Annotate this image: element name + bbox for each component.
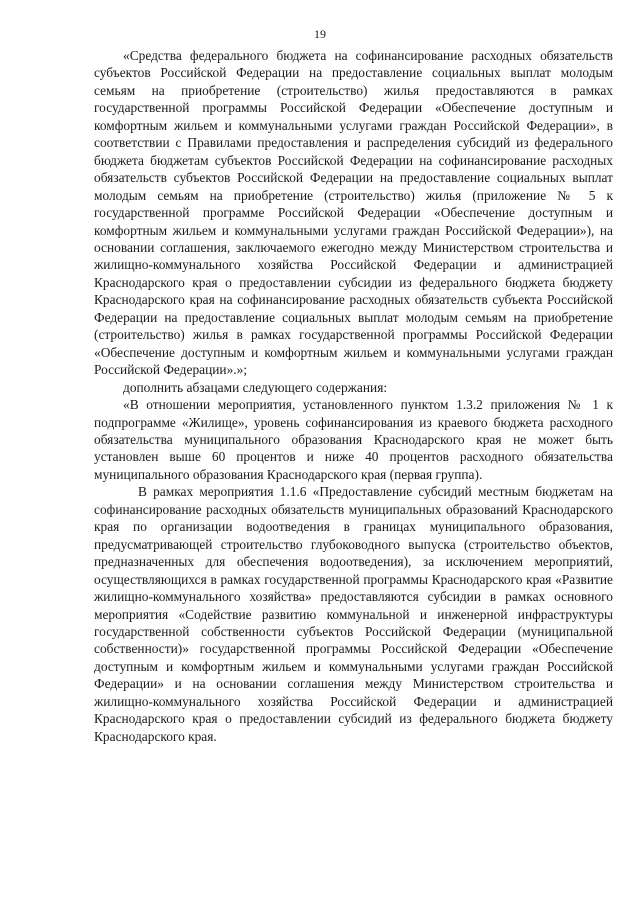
document-body — [94, 47, 613, 745]
paragraph-supplement-intro: дополнить абзацами следующего содержания: — [123, 379, 388, 395]
paragraph-federal-funds: «Средства федерального бюджета на софинансирование расходных обязательств субъектов Российской Федерации на предоставление социальных выплат молодым семьям на приобретение (строительство) жилья предоставляются в рамках государственной программы Российской Федерации «Обеспечение доступным и комфортным жильем и коммунальными услугами граждан Российской Федерации», в соответствии с Правилами предоставления и распределения субсидий из федерального бюджета бюджетам субъектов Российской Федерации на софинансирование расходных обязательств субъектов Российской Федерации на предоставление социальных выплат молодым семьям на приобретение (строительство) жилья (приложение № 5 к государственной программе Российской Федерации «Обеспечение доступным и комфортным жильем и коммунальными услугами граждан Российской Федерации»), на основании соглашения, заключаемого ежегодно между Министерством строительства и жилищно-коммунального хозяйства Российской Федерации и администрацией Краснодарского края о предоставлении субсидии из федерального бюджета бюджету Краснодарского края на софинансирование расходных обязательств субъекта Российской Федерации на предоставление социальных выплат молодым семьям на приобретение (строительство) жилья в рамках государственной программы Российской Федерации «Обеспечение доступным и комфортным жильем и коммунальными услугами граждан Российской Федерации».»; — [94, 48, 613, 378]
paragraph-cofinancing-level: «В отношении мероприятия, установленного пунктом 1.3.2 приложения № 1 к подпрограмме «Жилище», уровень софинансирования из краевого бюджета расходного обязательства муниципального образования Краснодарского края не может быть установлен выше 60 процентов и ниже 40 процентов расходного обязательства муниципального образования Краснодарского края (первая группа). — [94, 397, 613, 482]
page-number: 19 — [314, 27, 326, 41]
paragraph-measure-1-1-6: В рамках мероприятия 1.1.6 «Предоставление субсидий местным бюджетам на софинансирование расходных обязательств муниципальных образований Краснодарского края по организации водоотведения в границах муниципального образования, предусматривающей строительство глубоководного выпуска (строительство объектов, предназначенных для обеспечения водоотведения), за исключением мероприятий, осуществляющихся в рамках государственной программы Краснодарского края «Развитие жилищно-коммунального хозяйства» предоставляются субсидии в рамках основного мероприятия «Содействие развитию коммунальной и инженерной инфраструктуры государственной собственности субъектов Российской Федерации (муниципальной собственности)» государственной программы Российской Федерации «Обеспечение доступным и комфортным жильем и коммунальными услугами граждан Российской Федерации» и на основании соглашения между Министерством строительства и жилищно-коммунального хозяйства Российской Федерации и администрацией Краснодарского края о предоставлении субсидий из федерального бюджета бюджету Краснодарского края. — [94, 484, 613, 744]
